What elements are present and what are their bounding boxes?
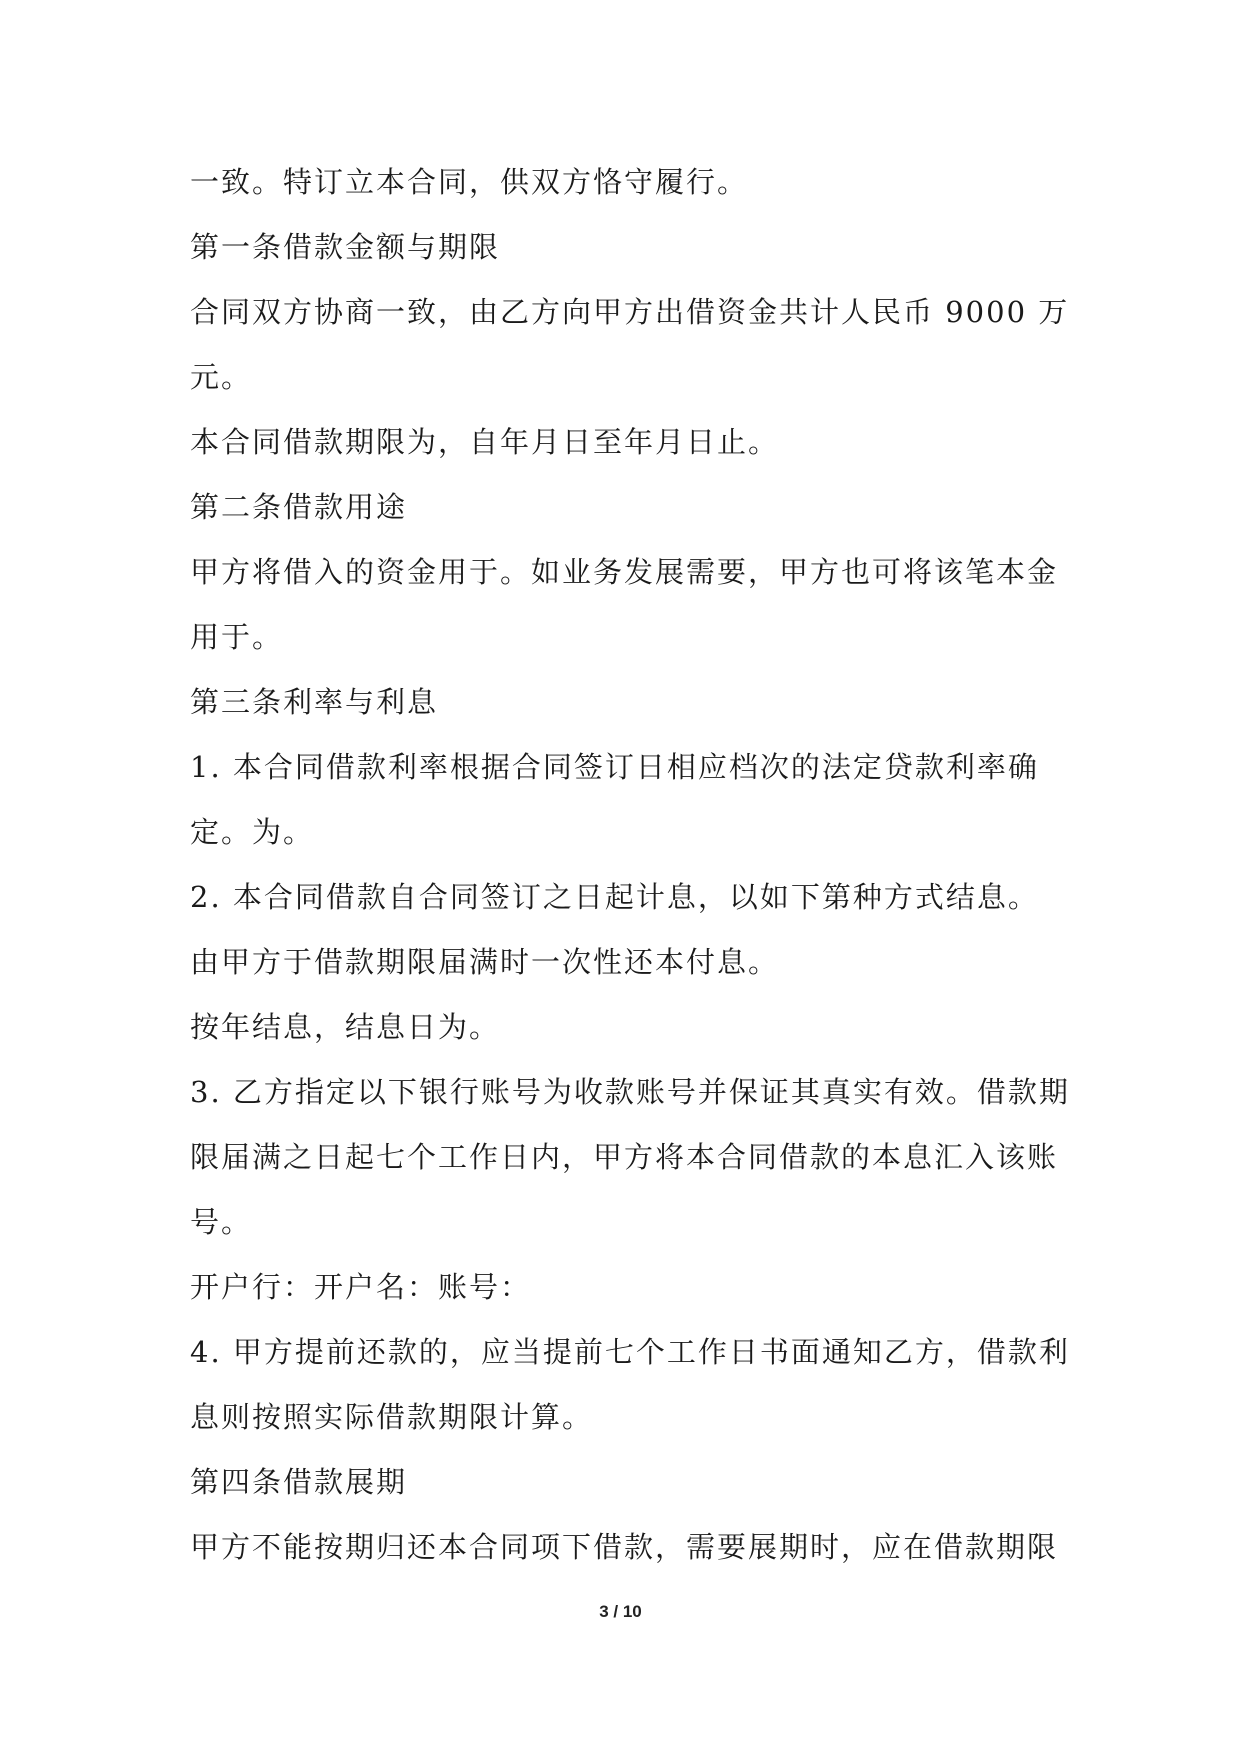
page-number: 3 / 10 bbox=[599, 1602, 642, 1621]
text-line: 甲方不能按期归还本合同项下借款，需要展期时，应在借款期限 bbox=[190, 1530, 1059, 1564]
text-line: 1. 本合同借款利率根据合同签订日相应档次的法定贷款利率确 bbox=[190, 750, 1039, 784]
section-heading: 第二条借款用途 bbox=[190, 490, 408, 524]
text-line: 元。 bbox=[190, 360, 253, 394]
text-line: 定。为。 bbox=[190, 815, 315, 849]
text-line: 甲方将借入的资金用于。如业务发展需要，甲方也可将该笔本金 bbox=[190, 555, 1059, 589]
text-line: 2. 本合同借款自合同签订之日起计息，以如下第种方式结息。 bbox=[190, 880, 1039, 914]
text-line: 开户行：开户名：账号： bbox=[190, 1270, 532, 1304]
text-line: 限届满之日起七个工作日内，甲方将本合同借款的本息汇入该账 bbox=[190, 1140, 1059, 1174]
text-line: 3. 乙方指定以下银行账号为收款账号并保证其真实有效。借款期 bbox=[190, 1075, 1070, 1109]
text-line: 由甲方于借款期限届满时一次性还本付息。 bbox=[190, 945, 780, 979]
text-line: 号。 bbox=[190, 1205, 253, 1239]
text-line: 本合同借款期限为，自年月日至年月日止。 bbox=[190, 425, 780, 459]
text-line: 息则按照实际借款期限计算。 bbox=[190, 1400, 594, 1434]
text-line: 用于。 bbox=[190, 620, 284, 654]
text-line: 一致。特订立本合同，供双方恪守履行。 bbox=[190, 165, 749, 199]
section-heading: 第四条借款展期 bbox=[190, 1465, 408, 1499]
section-heading: 第三条利率与利息 bbox=[190, 685, 439, 719]
text-line: 4. 甲方提前还款的，应当提前七个工作日书面通知乙方，借款利 bbox=[190, 1335, 1070, 1369]
text-line: 按年结息，结息日为。 bbox=[190, 1010, 501, 1044]
section-heading: 第一条借款金额与期限 bbox=[190, 230, 501, 264]
document-body bbox=[190, 150, 1070, 1580]
text-line: 合同双方协商一致，由乙方向甲方出借资金共计人民币 9000 万 bbox=[190, 295, 1070, 329]
